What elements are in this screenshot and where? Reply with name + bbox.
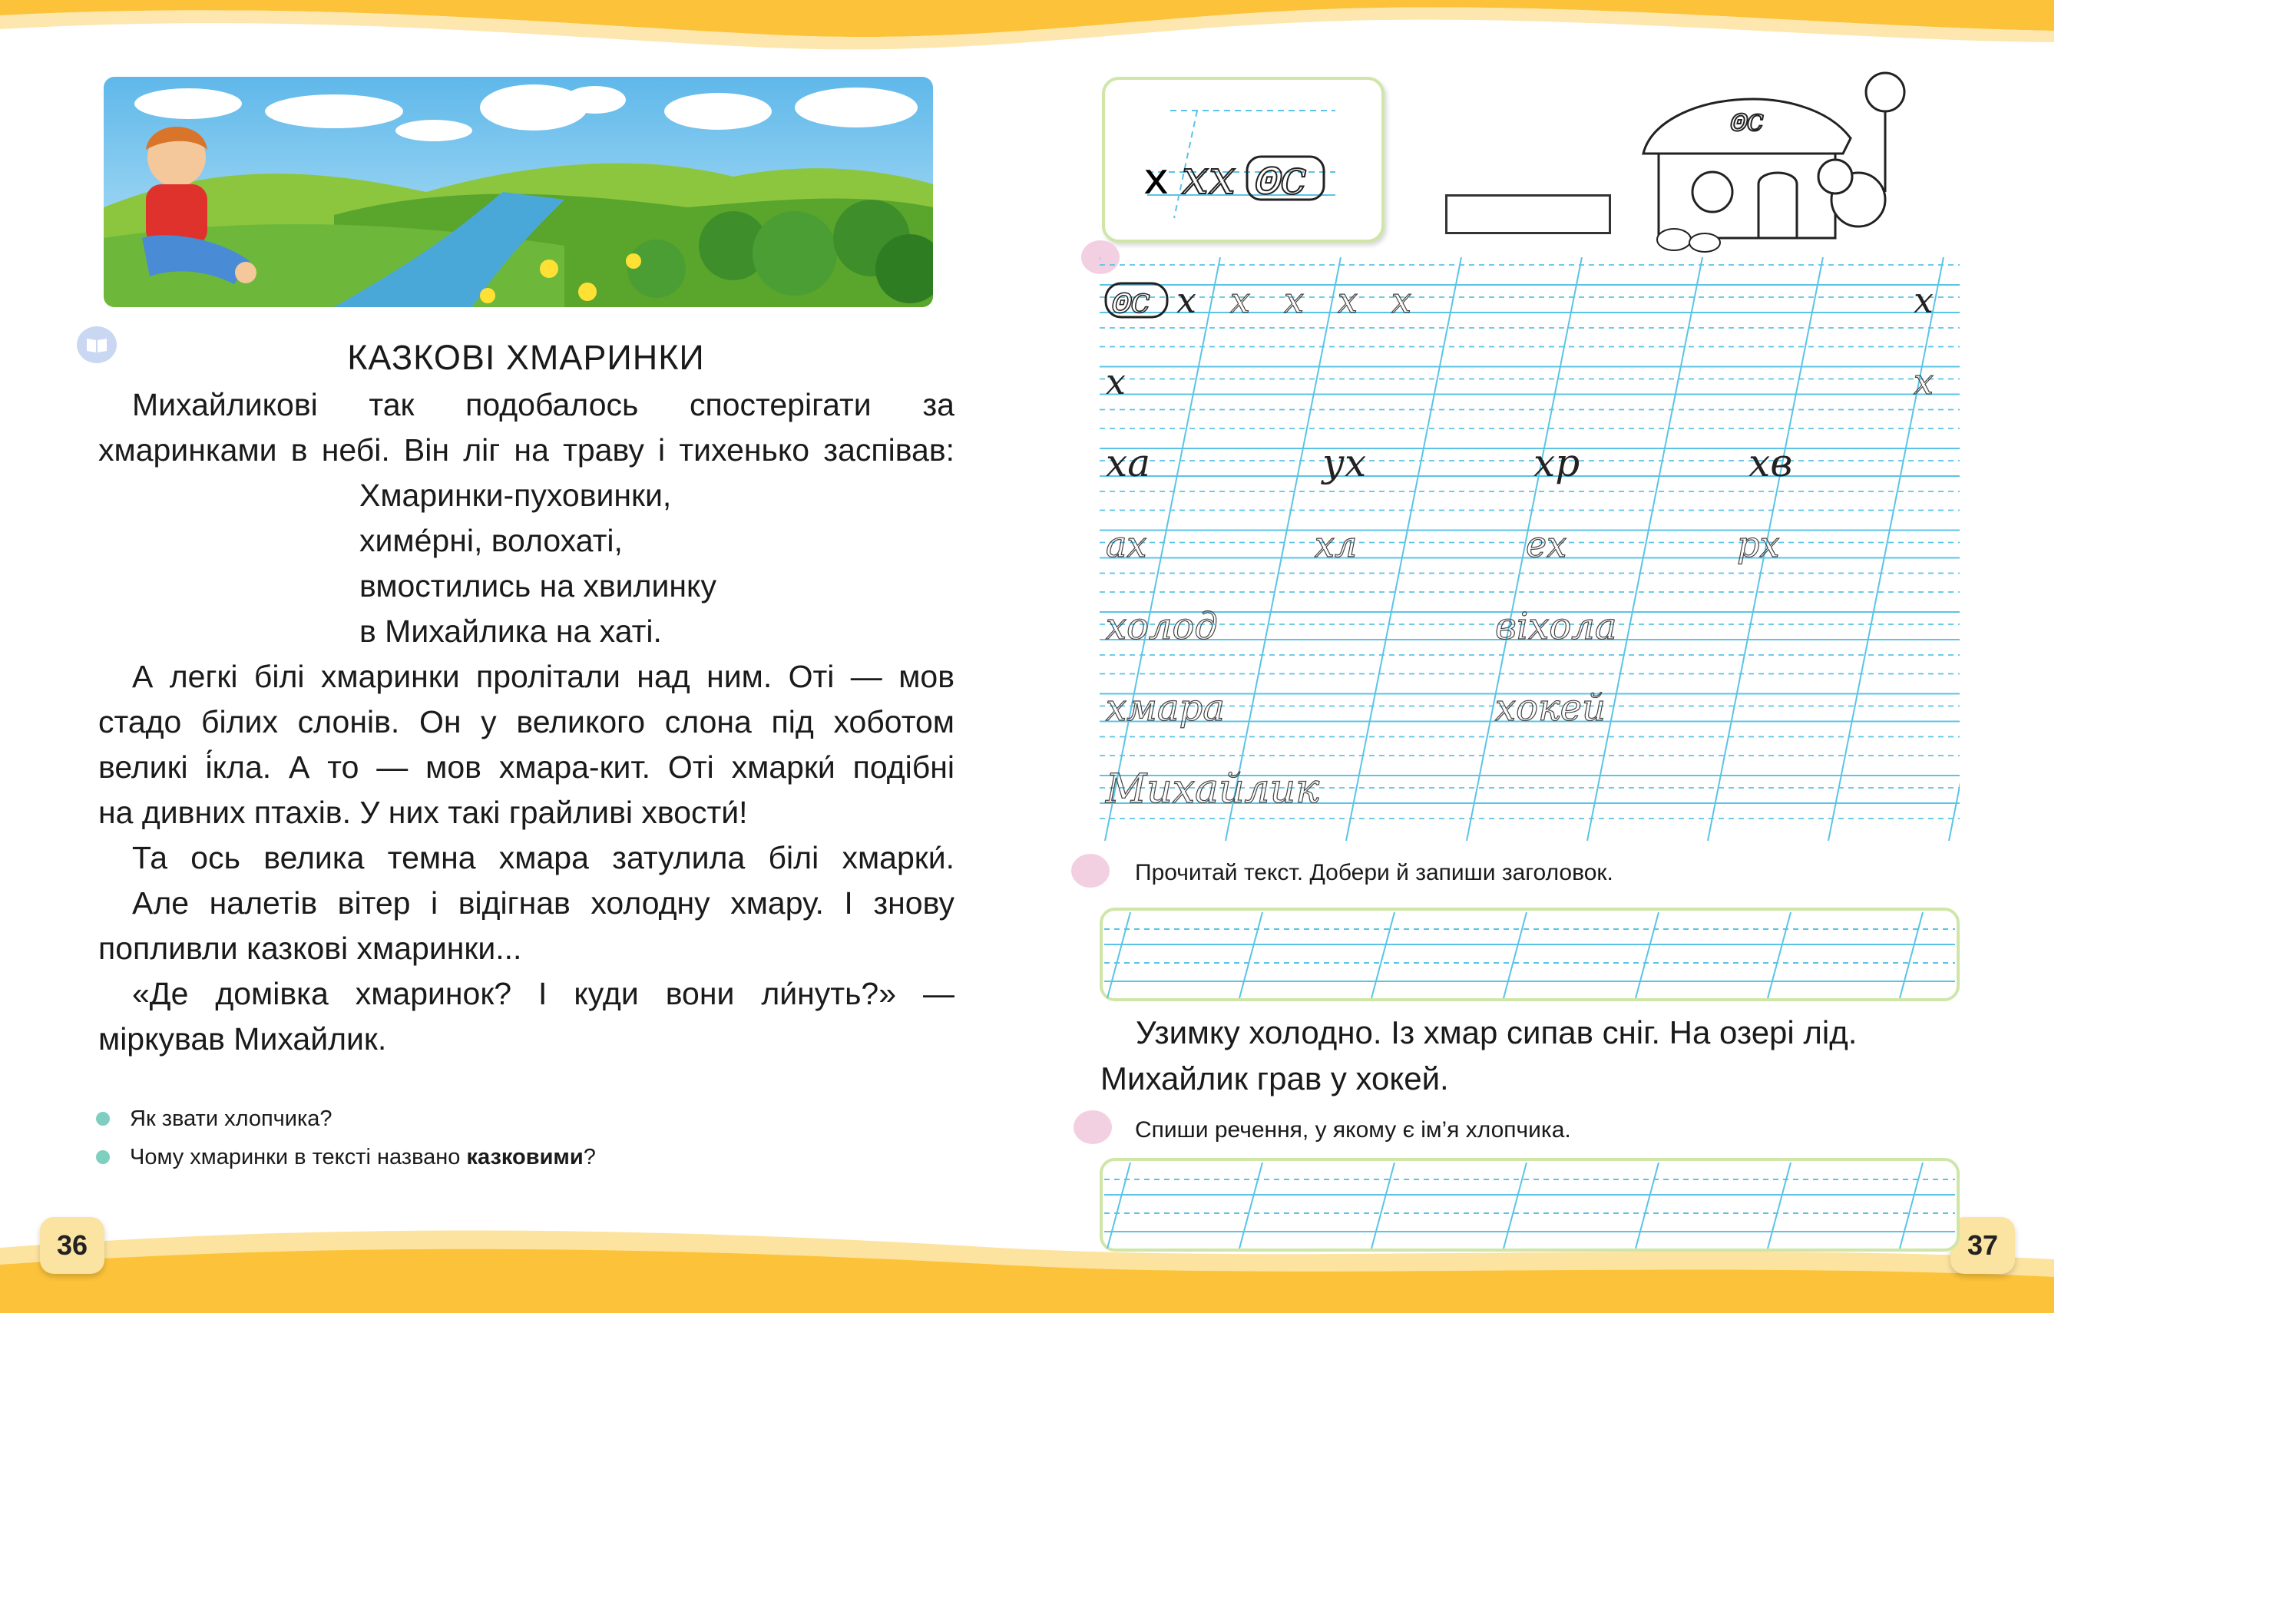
writing-task-icon <box>1074 1110 1112 1144</box>
writing-task-icon <box>1071 854 1110 888</box>
poem-line: вмостились на хвилинку <box>359 568 716 604</box>
story-line: Та ось велика темна хмара затулила білі хмарки́. <box>132 840 954 875</box>
answer-rectangle[interactable] <box>1445 194 1611 234</box>
circled-letter: ꙩс <box>1109 279 1150 321</box>
story-line: стадо білих слонів. Он у великого слона під хоботом <box>98 704 954 739</box>
letter-sample-box <box>1102 77 1385 243</box>
poem-line: химе́рні, волохаті, <box>359 523 623 558</box>
questions-list <box>96 1100 596 1176</box>
bullet-dot-icon <box>96 1150 110 1164</box>
printed-letter-x: х <box>1143 154 1170 204</box>
story-line: Михайликові так подобалось спостерігати за <box>132 387 954 422</box>
script-syllable: хр <box>1533 441 1580 485</box>
script-letter-outline: хх <box>1182 149 1236 205</box>
story-title: КАЗКОВІ ХМАРИНКИ <box>347 338 705 377</box>
dotted-syllable: ах <box>1106 524 1147 565</box>
dotted-letter: х <box>1230 279 1250 321</box>
handwriting-practice-grid <box>1100 257 1960 841</box>
question-end: ? <box>583 1145 596 1169</box>
dotted-letter: х <box>1284 279 1304 321</box>
page-number-right: 37 <box>1950 1217 2015 1274</box>
story-line: міркував Михайлик. <box>98 1021 387 1057</box>
instruction-text: Прочитай текст. Добери й запиши заголовок. <box>1135 860 1613 885</box>
landscape-illustration <box>104 77 933 307</box>
sentence-line: Михайлик грав у хокей. <box>1100 1060 1449 1096</box>
circled-letter-sample: ꙩс <box>1251 149 1307 205</box>
dotted-word: Михайлик <box>1106 766 1320 812</box>
dotted-letter: х <box>1338 279 1358 321</box>
dotted-word: віхола <box>1495 605 1617 648</box>
page-number-left: 36 <box>40 1217 104 1274</box>
question-text: Чому хмаринки в тексті названо <box>130 1145 467 1169</box>
story-line: на дивних птахів. У них такі грайливі хвости́! <box>98 795 748 830</box>
poem-line: в Михайлика на хаті. <box>359 614 662 649</box>
story-line: А легкі білі хмаринки пролітали над ним. Оті — мов <box>132 659 954 694</box>
svg-text:ꙩс: ꙩс <box>1728 103 1764 138</box>
story-line: хмаринками в небі. Він ліг на траву і тихенько заспівав: <box>98 432 954 468</box>
story-line: великі і́кла. А то — мов хмара-кит. Оті хмарки́ подібні <box>98 749 954 785</box>
hut-with-cat-illustration <box>1628 61 1927 253</box>
script-syllable: ха <box>1106 441 1151 485</box>
poem-line: Хмаринки-пуховинки, <box>359 478 672 513</box>
script-letter: х <box>1106 361 1126 402</box>
story-line: Але налетів вітер і відігнав холодну хмару. І знову <box>132 885 954 921</box>
script-letter: х <box>1176 279 1196 321</box>
dotted-syllable: ех <box>1526 524 1567 565</box>
bullet-dot-icon <box>96 1112 110 1126</box>
answer-writing-box[interactable] <box>1100 1158 1960 1252</box>
script-syllable: хв <box>1748 441 1793 485</box>
question-text: Як звати хлопчика? <box>130 1106 332 1131</box>
poem <box>98 473 954 654</box>
dotted-word: хмара <box>1106 686 1225 729</box>
question-item <box>96 1100 596 1138</box>
story-text <box>98 382 954 1062</box>
sentences-text <box>1100 1010 1957 1102</box>
sentence-line: Узимку холодно. Із хмар сипав сніг. На озері лід. <box>1136 1014 1858 1050</box>
dotted-word: холод <box>1106 605 1218 648</box>
script-syllable: ух <box>1322 441 1367 485</box>
dotted-letter: х <box>1391 279 1411 321</box>
story-line: попливли казкові хмаринки... <box>98 931 522 966</box>
dotted-syllable: хл <box>1315 524 1358 565</box>
dotted-syllable: рх <box>1737 524 1780 565</box>
question-emphasis: казковими <box>466 1145 584 1169</box>
story-line: «Де домівка хмаринок? І куди вони ли́нуть?» — <box>132 976 954 1011</box>
answer-writing-box[interactable] <box>1100 908 1960 1001</box>
question-item <box>96 1138 596 1176</box>
instruction-text: Спиши речення, у якому є ім’я хлопчика. <box>1135 1117 1571 1143</box>
dotted-word: хокей <box>1495 686 1606 729</box>
dotted-letter: х <box>1914 361 1934 402</box>
script-letter: х <box>1914 279 1934 321</box>
